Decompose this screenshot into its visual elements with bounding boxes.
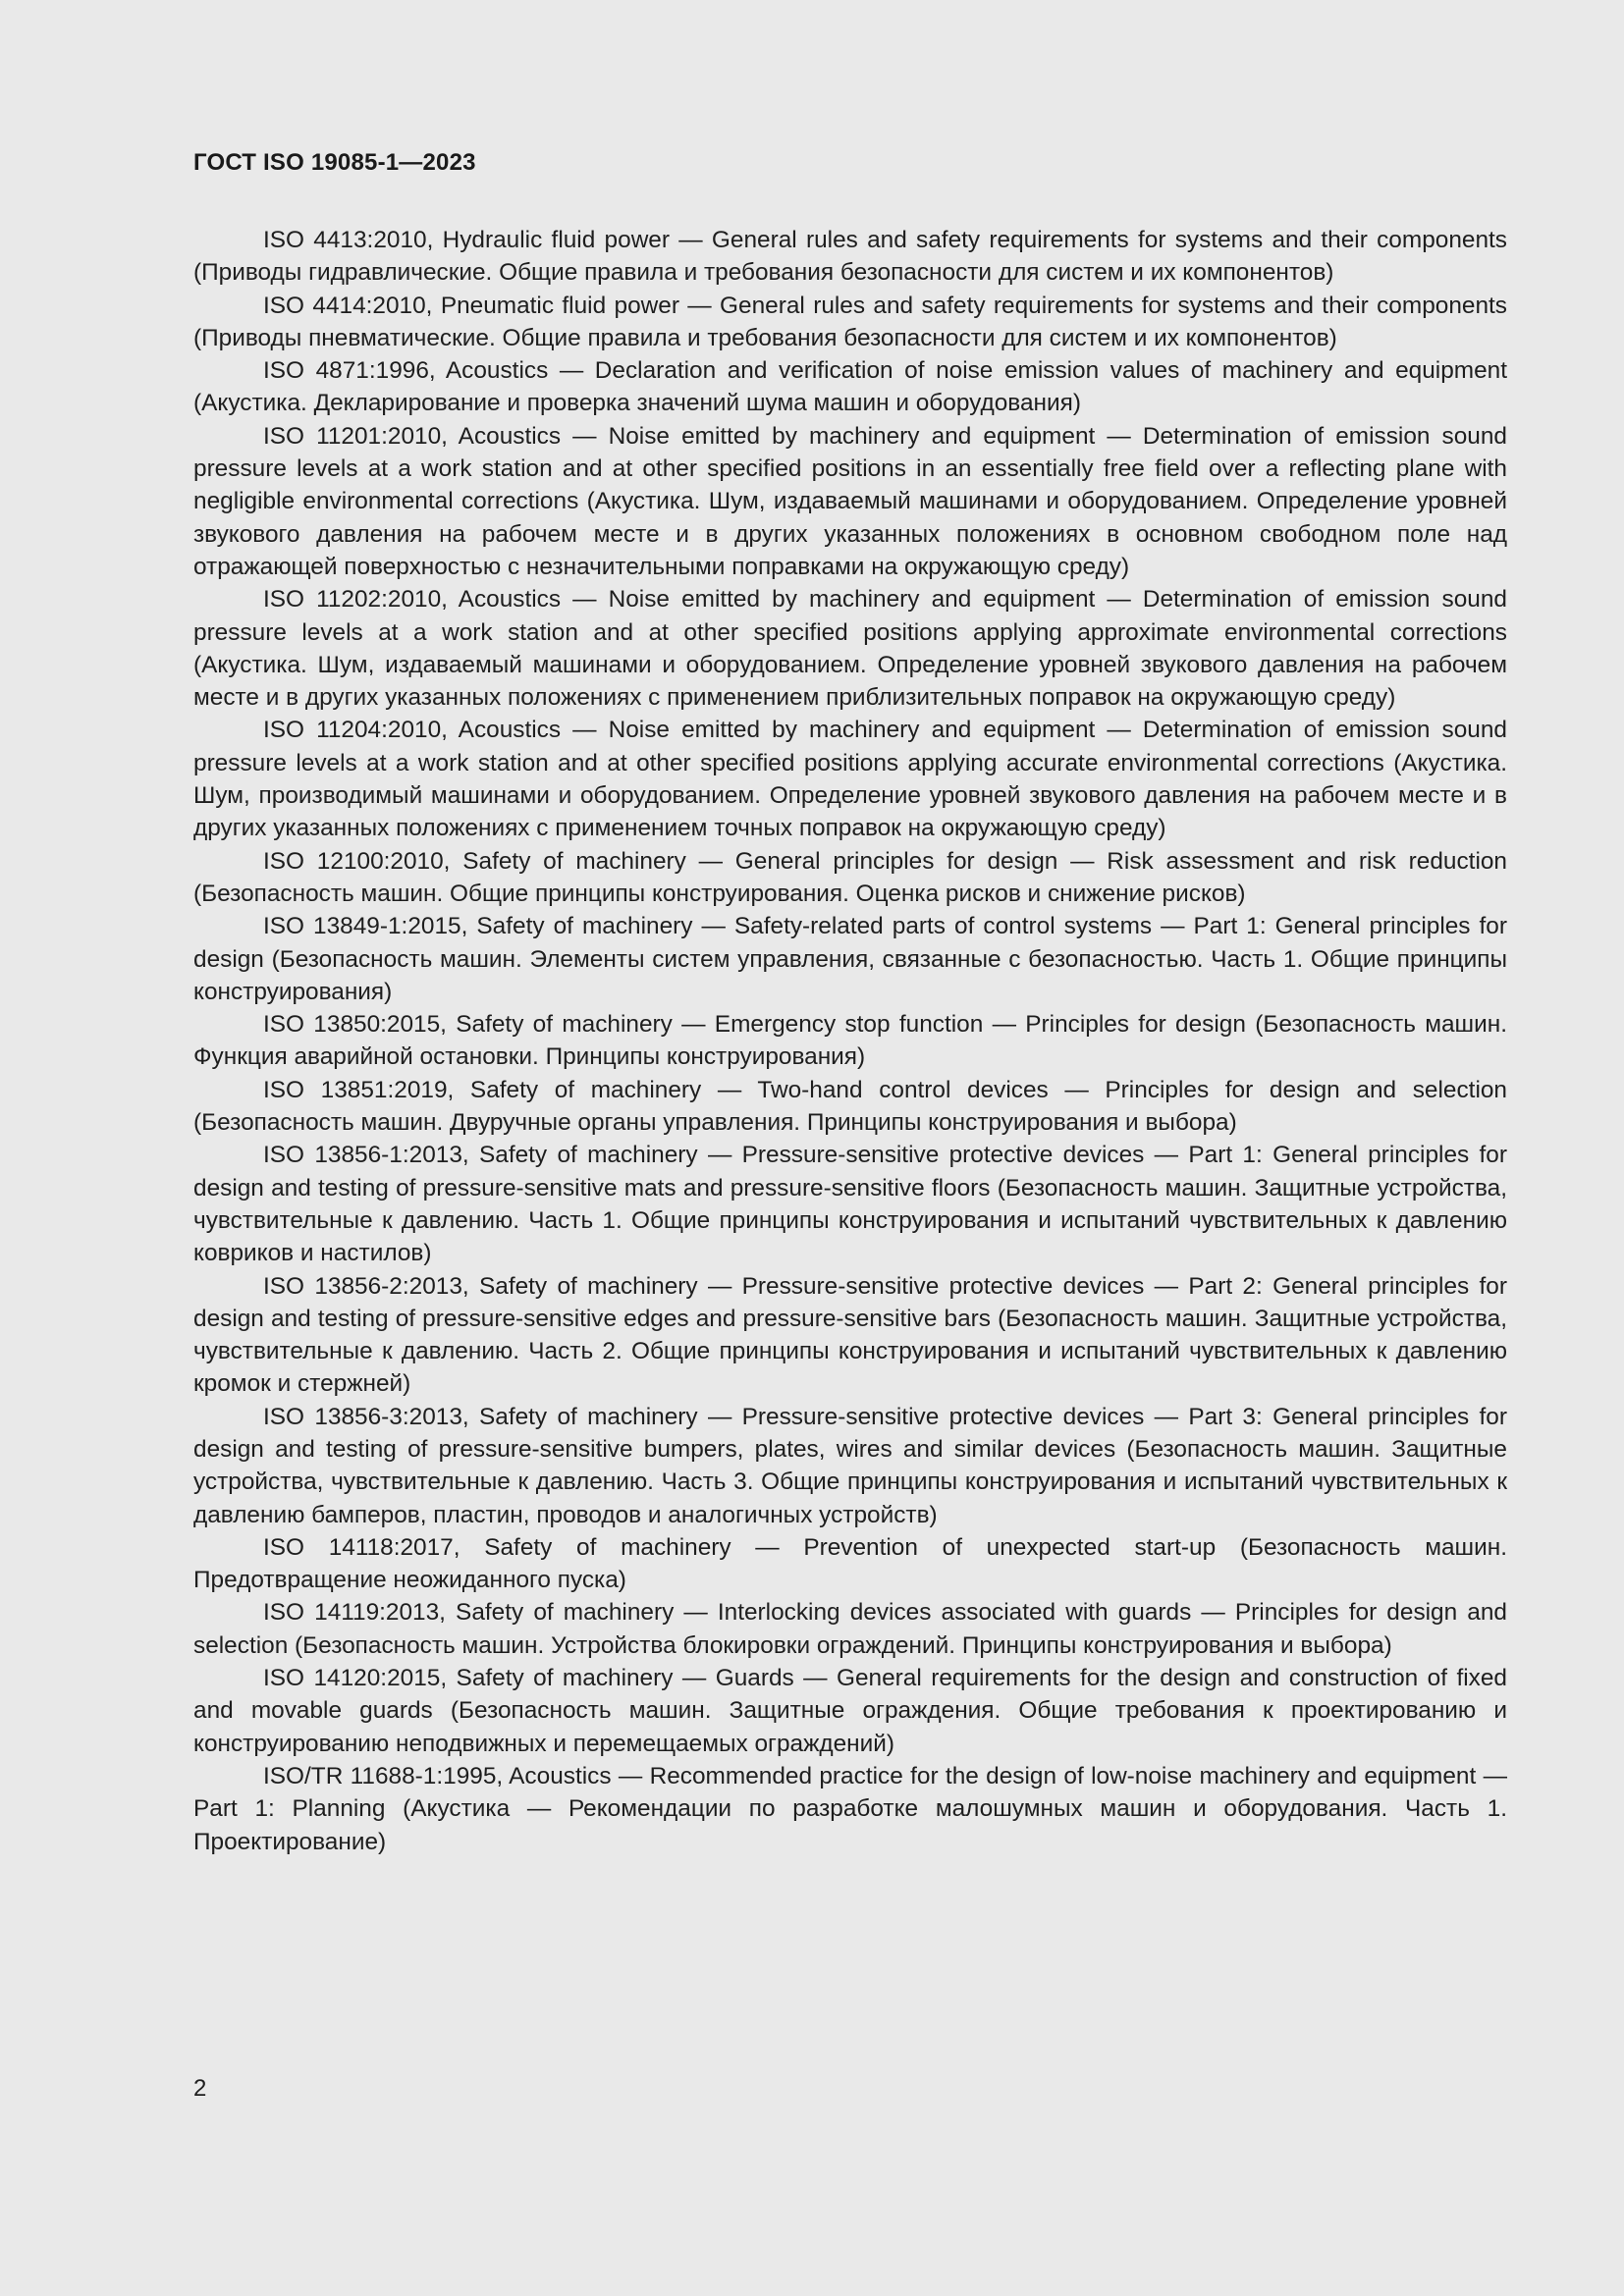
reference-item: ISO 4413:2010, Hydraulic fluid power — General rules and safety requirements for systems and their components (Приводы гидравлические. Общие правила и требования безопасности для систем и их компонентов) xyxy=(193,227,1507,287)
reference-item: ISO 13856-3:2013, Safety of machinery — Pressure-sensitive protective devices — Part 3: General principles for design and testing of pressure-sensitive bumpers, plates, wires and similar devices (Безопасность машин. Защитные устройства, чувствительные к давлению. Часть 3. Общие принципы конструирования и испытаний чувствительных к давлению бамперов, пластин, проводов и аналогичных устройств) xyxy=(193,1403,1507,1528)
reference-item: ISO 13851:2019, Safety of machinery — Two-hand control devices — Principles for design and selection (Безопасность машин. Двуручные органы управления. Принципы конструирования и выбора) xyxy=(193,1076,1507,1137)
page-number: 2 xyxy=(193,2075,207,2102)
reference-item: ISO 11201:2010, Acoustics — Noise emitted by machinery and equipment — Determination of emission sound pressure levels at a work station and at other specified positions in an essentially free field over a reflecting plane with negligible environmental corrections (Акустика. Шум, издаваемый машинами и оборудованием. Определение уровней звукового давления на рабочем месте и в других указанных положениях в основном свободном поле над отражающей поверхностью с незначительными поправками на окружающую среду) xyxy=(193,422,1507,580)
reference-item: ISO 12100:2010, Safety of machinery — General principles for design — Risk assessment and risk reduction (Безопасность машин. Общие принципы конструирования. Оценка рисков и снижение рисков) xyxy=(193,847,1507,907)
reference-item: ISO 13856-1:2013, Safety of machinery — Pressure-sensitive protective devices — Part 1: General principles for design and testing of pressure-sensitive mats and pressure-sensitive floors (Безопасность машин. Защитные устройства, чувствительные к давлению. Часть 1. Общие принципы конструирования и испытаний чувствительных к давлению ковриков и настилов) xyxy=(193,1142,1507,1267)
reference-item: ISO 14118:2017, Safety of machinery — Prevention of unexpected start-up (Безопасность машин. Предотвращение неожиданного пуска) xyxy=(193,1533,1507,1594)
reference-item: ISO 13856-2:2013, Safety of machinery — Pressure-sensitive protective devices — Part 2: General principles for design and testing of pressure-sensitive edges and pressure-sensitive bars (Безопасность машин. Защитные устройства, чувствительные к давлению. Часть 2. Общие принципы конструирования и испытаний чувствительных к давлению кромок и стержней) xyxy=(193,1272,1507,1398)
reference-item: ISO 4414:2010, Pneumatic fluid power — General rules and safety requirements for systems and their components (Приводы пневматические. Общие правила и требования безопасности для систем и их компонентов) xyxy=(193,292,1507,351)
reference-item: ISO 14120:2015, Safety of machinery — Guards — General requirements for the design and construction of fixed and movable guards (Безопасность машин. Защитные ограждения. Общие требования к проектированию и конструированию неподвижных и перемещаемых ограждений) xyxy=(193,1665,1507,1757)
reference-item: ISO/TR 11688-1:1995, Acoustics — Recommended practice for the design of low-noise machinery and equipment — Part 1: Planning (Акустика — Рекомендации по разработке малошумных машин и оборудования. Часть 1. Проектирование) xyxy=(193,1762,1507,1855)
reference-item: ISO 14119:2013, Safety of machinery — Interlocking devices associated with guards — Principles for design and selection (Безопасность машин. Устройства блокировки ограждений. Принципы конструирования и выбора) xyxy=(193,1599,1507,1659)
reference-item: ISO 11202:2010, Acoustics — Noise emitted by machinery and equipment — Determination of emission sound pressure levels at a work station and at other specified positions applying approximate environmental corrections (Акустика. Шум, издаваемый машинами и оборудованием. Определение уровней звукового давления на рабочем месте и в других указанных положениях с применением приблизительных поправок на окружающую среду) xyxy=(193,586,1507,712)
document-header: ГОСТ ISO 19085-1—2023 xyxy=(193,149,476,176)
reference-item: ISO 13849-1:2015, Safety of machinery — Safety-related parts of control systems — Part 1: General principles for design (Безопасность машин. Элементы систем управления, связанные с безопасностью. Часть 1. Общие принципы конструирования) xyxy=(193,913,1507,1005)
reference-item: ISO 11204:2010, Acoustics — Noise emitted by machinery and equipment — Determination of emission sound pressure levels at a work station and at other specified positions applying accurate environmental corrections (Акустика. Шум, производимый машинами и оборудованием. Определение уровней звукового давления на рабочем месте и в других указанных положениях с применением точных поправок на окружающую среду) xyxy=(193,717,1507,842)
reference-item: ISO 4871:1996, Acoustics — Declaration and verification of noise emission values of machinery and equipment (Акустика. Декларирование и проверка значений шума машин и оборудования) xyxy=(193,357,1507,417)
reference-item: ISO 13850:2015, Safety of machinery — Emergency stop function — Principles for design (Безопасность машин. Функция аварийной остановки. Принципы конструирования) xyxy=(193,1011,1507,1071)
normative-references-list xyxy=(193,224,1507,1858)
